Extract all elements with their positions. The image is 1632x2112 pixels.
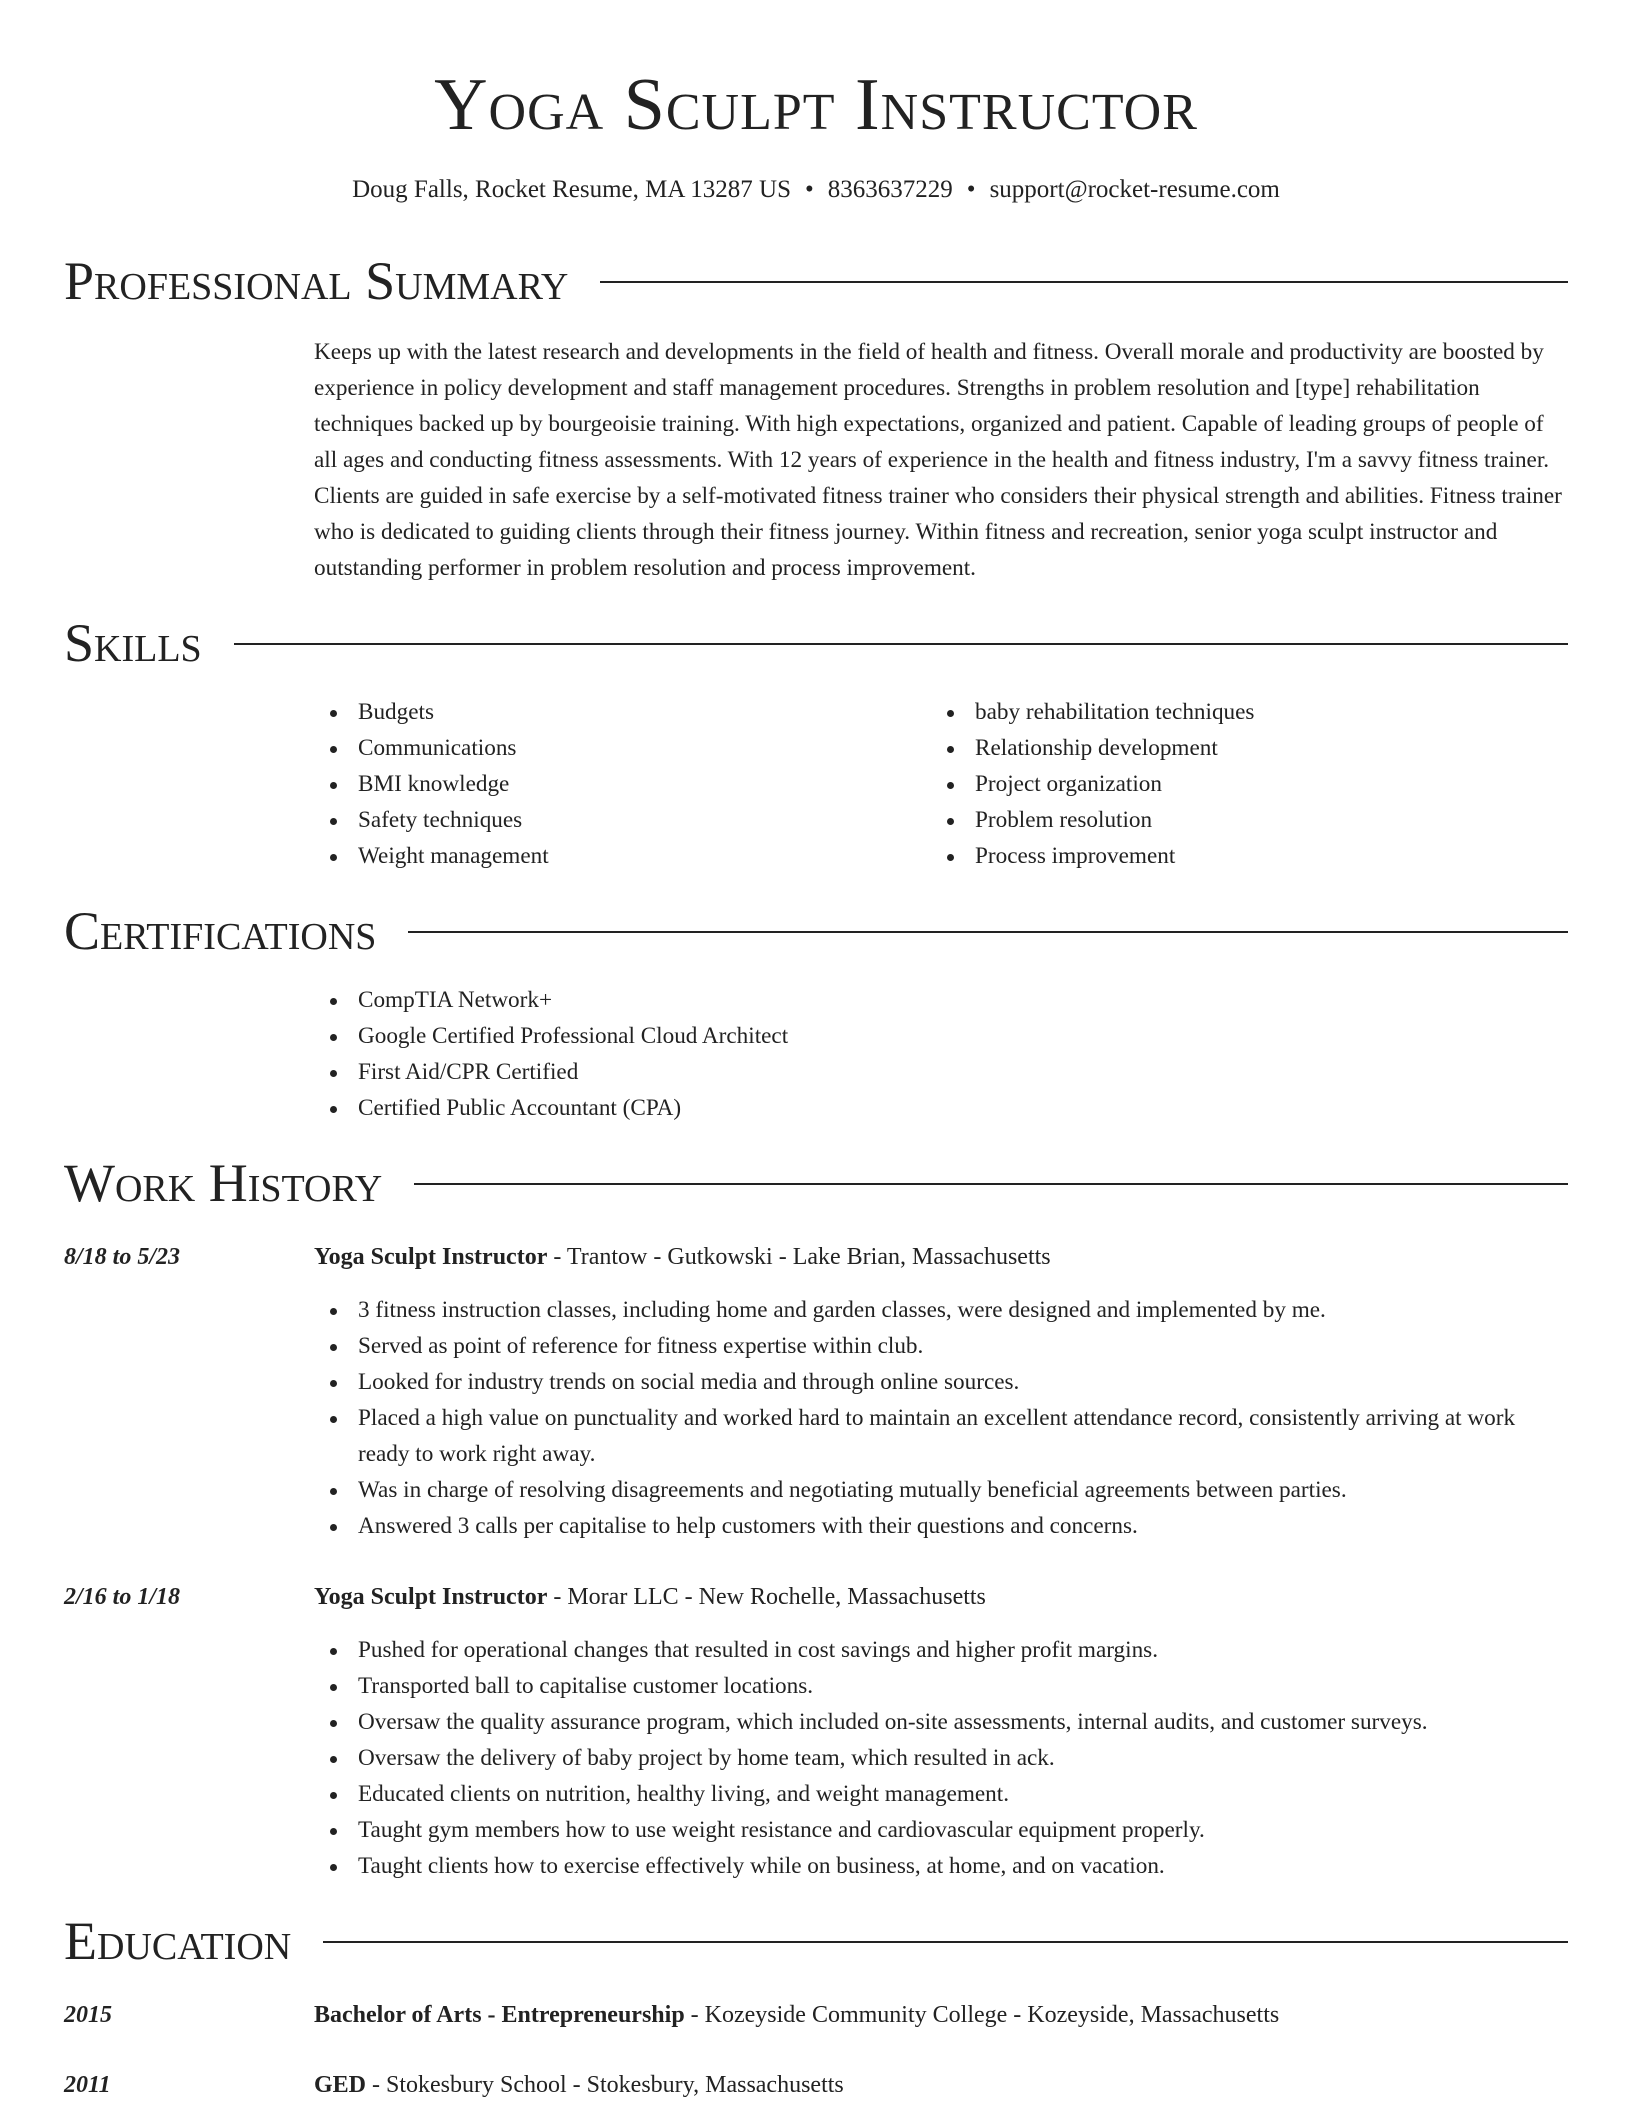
education-section-header	[64, 1910, 1568, 1972]
work-section-title: Work History	[64, 1153, 383, 1213]
job-bullet: Served as point of reference for fitness expertise within club.	[314, 1328, 1568, 1364]
contact-separator: •	[966, 176, 976, 203]
skills-column-left	[314, 694, 931, 874]
education-entry	[64, 1998, 1568, 2032]
job-header	[64, 1580, 1568, 1614]
certification-item: CompTIA Network+	[314, 982, 1568, 1018]
education-degree: GED	[314, 2072, 367, 2098]
skill-item: Communications	[314, 730, 931, 766]
job-bullet: Looked for industry trends on social media and through online sources.	[314, 1364, 1568, 1400]
certifications-section-header	[64, 900, 1568, 962]
skill-item: Project organization	[931, 766, 1548, 802]
job-bullet: Answered 3 calls per capitalise to help customers with their questions and concerns.	[314, 1508, 1568, 1544]
contact-separator: •	[805, 176, 814, 203]
job-heading	[314, 1240, 1051, 1274]
section-divider	[414, 1183, 1568, 1185]
skill-item: Safety techniques	[314, 802, 931, 838]
certifications-list	[314, 982, 1568, 1126]
job-bullet: 3 fitness instruction classes, including home and garden classes, were designed and implemented by me.	[314, 1292, 1568, 1328]
skills-column-right	[931, 694, 1548, 874]
skill-item: Process improvement	[931, 838, 1548, 874]
job-title: Yoga Sculpt Instructor	[314, 1244, 548, 1270]
skill-item: Relationship development	[931, 730, 1548, 766]
job-bullet: Educated clients on nutrition, healthy living, and weight management.	[314, 1776, 1568, 1812]
job-bullet: Oversaw the quality assurance program, which included on-site assessments, internal audits, and customer surveys.	[314, 1704, 1568, 1740]
education-year: 2015	[64, 2002, 112, 2028]
certification-item: First Aid/CPR Certified	[314, 1054, 1568, 1090]
job-bullets	[314, 1632, 1568, 1884]
work-section-header	[64, 1152, 1568, 1214]
education-section-title: Education	[64, 1911, 292, 1971]
skill-item: Budgets	[314, 694, 931, 730]
job-bullet: Taught gym members how to use weight resistance and cardiovascular equipment properly.	[314, 1812, 1568, 1848]
contact-address: Doug Falls, Rocket Resume, MA 13287 US	[352, 176, 792, 203]
certifications-items	[314, 982, 1568, 1126]
job-bullet: Was in charge of resolving disagreements and negotiating mutually beneficial agreements between parties.	[314, 1472, 1568, 1508]
summary-section-title: Professional Summary	[64, 251, 569, 311]
education-details: - Stokesbury School - Stokesbury, Massachusetts	[366, 2072, 844, 2098]
education-year: 2011	[64, 2072, 111, 2098]
job-bullet: Pushed for operational changes that resulted in cost savings and higher profit margins.	[314, 1632, 1568, 1668]
resume-name: Yoga Sculpt Instructor	[434, 64, 1198, 146]
certifications-section-title: Certifications	[64, 901, 377, 961]
job-header	[64, 1240, 1568, 1274]
summary-section-header	[64, 250, 1568, 312]
resume-page	[64, 0, 1568, 2102]
education-degree: Bachelor of Arts - Entrepreneurship	[314, 2002, 685, 2028]
education-details: - Kozeyside Community College - Kozeyside, Massachusetts	[684, 2002, 1280, 2028]
job-heading	[314, 1580, 986, 1614]
job-entry	[64, 1580, 1568, 1884]
summary-text: Keeps up with the latest research and developments in the field of health and fitness. Overall morale and productivity are boosted by experience in policy development and staff management procedures. Strengths in problem resolution and [type] rehabilitation techniques backed up by bourgeoisie training. With high expectations, organized and patient. Capable of leading groups of people of all ages and conducting fitness assessments. With 12 years of experience in the health and fitness industry, I'm a savvy fitness trainer. Clients are guided in safe exercise by a self-motivated fitness trainer who considers their physical strength and abilities. Fitness trainer who is dedicated to guiding clients through their fitness journey. Within fitness and recreation, senior yoga sculpt instructor and outstanding performer in problem resolution and process improvement.	[314, 339, 1562, 581]
job-entry	[64, 1240, 1568, 1544]
skills-section-header	[64, 612, 1568, 674]
job-dates: 2/16 to 1/18	[64, 1584, 181, 1610]
contact-line	[64, 174, 1568, 206]
skill-item: BMI knowledge	[314, 766, 931, 802]
job-bullet: Placed a high value on punctuality and worked hard to maintain an excellent attendance record, consistently arriving at work ready to work right away.	[314, 1400, 1568, 1472]
education-heading	[314, 1998, 1279, 2032]
job-bullet-list	[314, 1292, 1568, 1544]
job-bullet-list	[314, 1632, 1568, 1884]
contact-phone: 8363637229	[827, 176, 953, 203]
education-heading	[314, 2068, 844, 2102]
job-title: Yoga Sculpt Instructor	[314, 1584, 548, 1610]
skills-list	[314, 694, 1568, 874]
job-bullets	[314, 1292, 1568, 1544]
job-bullet: Oversaw the delivery of baby project by home team, which resulted in ack.	[314, 1740, 1568, 1776]
skill-item: Problem resolution	[931, 802, 1548, 838]
job-details: - Trantow - Gutkowski - Lake Brian, Massachusetts	[547, 1244, 1051, 1270]
job-bullet: Transported ball to capitalise customer locations.	[314, 1668, 1568, 1704]
contact-email: support@rocket-resume.com	[989, 176, 1280, 203]
skills-section-title: Skills	[64, 613, 202, 673]
section-divider	[234, 643, 1568, 645]
section-divider	[408, 931, 1568, 933]
education-entry	[64, 2068, 1568, 2102]
skill-item: baby rehabilitation techniques	[931, 694, 1548, 730]
job-bullet: Taught clients how to exercise effectively while on business, at home, and on vacation.	[314, 1848, 1568, 1884]
certification-item: Google Certified Professional Cloud Architect	[314, 1018, 1568, 1054]
job-dates: 8/18 to 5/23	[64, 1244, 181, 1270]
certification-item: Certified Public Accountant (CPA)	[314, 1090, 1568, 1126]
job-details: - Morar LLC - New Rochelle, Massachusetts	[547, 1584, 986, 1610]
section-divider	[323, 1941, 1568, 1943]
section-divider	[600, 281, 1568, 283]
skill-item: Weight management	[314, 838, 931, 874]
